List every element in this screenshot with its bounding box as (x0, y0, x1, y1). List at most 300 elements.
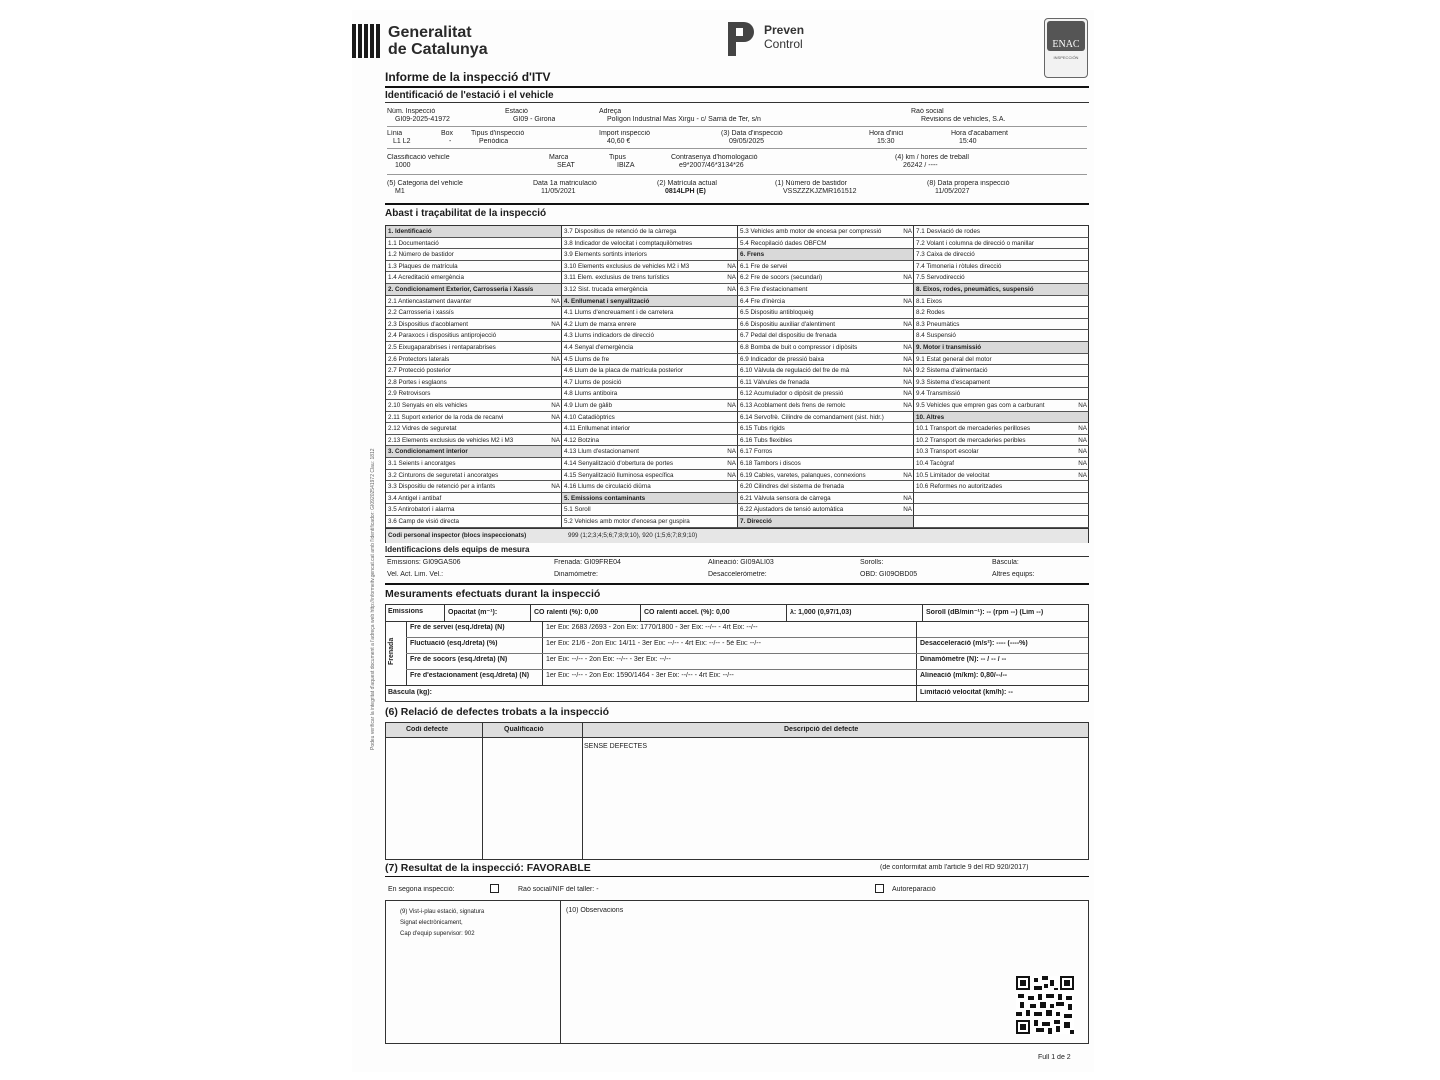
abast-item (386, 319, 562, 331)
abast-item-label: 6.3 Fre d'estacionament (740, 286, 808, 293)
abast-item-na: NA (1078, 402, 1087, 409)
equip-dinamometre: Dinamòmetre: (554, 571, 598, 578)
abast-item-label: 10.1 Transport de mercaderies perilloses (916, 425, 1031, 433)
abast-item-label: 6.21 Vàlvula sensora de càrrega (740, 494, 831, 502)
abast-item (738, 400, 914, 412)
abast-item (738, 388, 914, 400)
section-resultat-title: (7) Resultat de la inspecció: FAVORABLE (385, 862, 591, 874)
abast-item-label: 3.9 Elements sortints interiors (564, 251, 647, 259)
data-matr-value: 11/05/2021 (541, 188, 576, 195)
abast-item (386, 470, 562, 482)
equip-desacc: Desacceleròmetre: (708, 571, 767, 578)
abast-item-label: 2.5 Eixugaparabrises i rentaparabrises (388, 344, 496, 351)
abast-item-label: 4.6 Llum de la placa de matrícula posterior (564, 367, 684, 375)
abast-item-label: 3.2 Cinturons de seguretat i ancoratges (388, 471, 499, 479)
segona-inspeccio-checkbox[interactable] (490, 884, 499, 893)
abast-item-label: 5.3 Vehicles amb motor de encesa per compressió (740, 228, 882, 235)
abast-item (386, 354, 562, 366)
abast-item-label: 10. Altres (916, 413, 945, 421)
abast-item (914, 470, 1089, 482)
abast-item (914, 249, 1089, 261)
abast-item (738, 446, 914, 458)
abast-item-label: 4.7 Llums de posició (564, 378, 622, 386)
num-insp-value: GI09-2025-41972 (395, 116, 450, 123)
abast-item-label: 10.2 Transport de mercaderies peribles (916, 436, 1026, 444)
rao-taller-label: Raó social/NIF del taller: - (518, 886, 599, 893)
abast-item-label: 6.10 Vàlvula de regulació del fre de mà (740, 367, 850, 375)
abast-item-na: NA (727, 286, 736, 293)
abast-item (386, 423, 562, 435)
marca-value: SEAT (557, 162, 575, 169)
abast-item-label: 4. Enllumenat i senyalització (564, 297, 650, 305)
propera-label: (8) Data propera inspecció (927, 180, 1010, 187)
abast-item-na: NA (903, 228, 912, 235)
abast-item-label: 7.5 Servodirecció (916, 274, 965, 282)
socors-label: Fre de socors (esq./dreta) (N) (410, 656, 508, 663)
abast-item-label: 6.19 Cables, varetes, palanques, connexions (740, 471, 866, 479)
section-ident-title: Identificació de l'estació i el vehicle (385, 90, 554, 101)
matricula-label: (2) Matrícula actual (657, 180, 717, 187)
abast-item-label: 10.5 Limitador de velocitat (916, 471, 990, 479)
abast-item (562, 458, 738, 470)
estacio-value: GI09 - Girona (513, 116, 556, 123)
bastidor-label: (1) Número de bastidor (775, 180, 847, 187)
abast-item (386, 388, 562, 400)
estacionament-label: Fre d'estacionament (esq./dreta) (N) (410, 672, 530, 679)
codi-inspector-value: 999 (1;2;3;4;5;6;7;8;9;10), 920 (1;5;6;7;8;9;10) (568, 532, 698, 539)
abast-item-label: 2.10 Senyals en els vehicles (388, 402, 468, 409)
contrasenya-label: Contrasenya d'homologació (671, 154, 758, 161)
abast-item (386, 272, 562, 284)
section-defectes-title: (6) Relació de defectes trobats a la inspecció (385, 706, 610, 718)
abast-item (562, 423, 738, 435)
alineacio-value: Alineació (m/km): 0,80/--/-- (920, 672, 1008, 679)
abast-item (386, 493, 562, 505)
abast-item (914, 493, 1089, 505)
abast-item (562, 412, 738, 424)
abast-item-label: 2.12 Vidres de seguretat (388, 425, 457, 433)
visti-line-1: (9) Vist-i-plau estació, signatura (400, 909, 485, 915)
abast-item (562, 377, 738, 389)
data-insp-label: (3) Data d'inspecció (721, 130, 783, 137)
abast-item-label: 8.3 Pneumàtics (916, 320, 960, 328)
abast-item-label: 8.1 Eixos (916, 297, 942, 305)
abast-item (738, 296, 914, 308)
abast-item-label: 3.3 Dispositiu de retenció per a infants (388, 483, 496, 491)
abast-item (738, 226, 914, 238)
abast-item-label: 6.22 Ajustadors de tensió automàtica (740, 506, 844, 514)
abast-item (386, 446, 562, 458)
qr-code-icon (1016, 976, 1074, 1034)
abast-item (914, 342, 1089, 354)
abast-item-label: 2.7 Protecció posterior (388, 367, 451, 375)
abast-item (738, 481, 914, 493)
abast-item-na: NA (1078, 471, 1087, 479)
abast-item (562, 470, 738, 482)
margin-verification-note: Podeu verificar la integritat d'aquest document a l'adreça web http://informeitv.gencat.cat amb l'identificador: GI09202541972 Clau: 1812 (370, 448, 376, 750)
abast-item-label: 4.14 Senyalització d'obertura de portes (564, 460, 674, 467)
abast-item (386, 296, 562, 308)
abast-item (386, 400, 562, 412)
abast-item-label: 6.20 Cilindres del sistema de frenada (740, 483, 844, 491)
abast-item (738, 330, 914, 342)
abast-item-label: 6.8 Bomba de buit o compressor i dipòsits (740, 344, 858, 351)
abast-item (738, 342, 914, 354)
equip-vel: Vel. Act. Lim. Vel.: (387, 571, 444, 578)
import-value: 40,60 € (607, 138, 631, 145)
abast-item-label: 2.4 Paraxocs i dispositius antiprojecció (388, 332, 497, 340)
hora-inici-value: 15:30 (877, 138, 895, 145)
col-codi-defecte: Codi defecte (406, 726, 449, 733)
abast-item-na: NA (727, 448, 736, 456)
linia-value: L1 L2 (393, 138, 411, 145)
abast-item (562, 307, 738, 319)
abast-item-label: 6.7 Pedal del dispositiu de frenada (740, 332, 837, 340)
abast-item-label: 2.11 Suport exterior de la roda de recanvi (388, 413, 504, 421)
abast-item-label: 7. Direcció (740, 518, 772, 525)
co-ralenti-value: CO ralentí (%): 0,00 (534, 609, 599, 616)
co-accel-value: CO ralentí accel. (%): 0,00 (644, 609, 730, 616)
data-matr-label: Data 1a matriculació (533, 180, 597, 187)
abast-item (738, 261, 914, 273)
ident-fields (387, 108, 1087, 212)
abast-item-label: 2. Condicionament Exterior, Carrosseria i Xassís (388, 286, 534, 293)
abast-item-label: 1.1 Documentació (388, 239, 439, 247)
abast-item (386, 481, 562, 493)
adreca-value: Polígon Industrial Mas Xirgu - c/ Sarrià de Ter, s/n (607, 116, 761, 123)
abast-item-label: 2.13 Elements exclusius de vehicles M2 i M3 (388, 436, 514, 444)
abast-item (914, 296, 1089, 308)
abast-item-label: 7.4 Timoneria i ròtules direcció (916, 262, 1002, 270)
abast-item-na: NA (727, 402, 736, 409)
divider (387, 126, 1087, 127)
adreca-label: Adreça (599, 108, 622, 115)
abast-item-na: NA (727, 460, 736, 467)
abast-item (562, 238, 738, 250)
abast-item (562, 400, 738, 412)
abast-item (562, 365, 738, 377)
abast-item (738, 470, 914, 482)
abast-item-label: 4.9 Llum de gàlib (564, 402, 612, 409)
abast-item-label: 5.1 Soroll (564, 506, 591, 514)
equip-alineacio: Alineació: GI09ALI03 (708, 559, 774, 566)
abast-item (914, 423, 1089, 435)
abast-item (738, 238, 914, 250)
socors-value: 1er Eix: --/-- - 2on Eix: --/-- - 3er Eix: --/-- (546, 656, 671, 663)
abast-item-label: 1. Identificació (388, 228, 432, 235)
abast-item (562, 319, 738, 331)
signatura-box (385, 900, 1089, 1044)
abast-item-label: 6.17 Forros (740, 448, 773, 456)
abast-item-label: 1.4 Acreditació emergència (388, 274, 464, 282)
rao-label: Raó social (911, 108, 944, 115)
box-value: - (449, 138, 452, 145)
divider (385, 102, 1089, 103)
abast-item (562, 272, 738, 284)
abast-item (386, 342, 562, 354)
abast-item (738, 412, 914, 424)
abast-item (562, 261, 738, 273)
preven-line-2: Control (764, 37, 803, 51)
abast-item (914, 516, 1089, 528)
abast-item-label: 5.2 Vehicles amb motor d'encesa per guspira (564, 518, 690, 525)
abast-item-na: NA (551, 355, 560, 363)
divider (387, 148, 1087, 149)
abast-item-label: 3.6 Camp de visió directa (388, 518, 460, 525)
abast-item (738, 365, 914, 377)
abast-item (562, 388, 738, 400)
tipus-insp-value: Periòdica (479, 138, 509, 145)
enac-sub-label: INSPECCIÓN (1053, 55, 1079, 60)
defecte-descripcio: SENSE DEFECTES (584, 743, 648, 750)
abast-item-label: 4.1 Llums d'encreuament i de carretera (564, 309, 674, 317)
abast-item-na: NA (727, 274, 736, 282)
gencat-name (388, 24, 488, 58)
divider (385, 203, 1089, 205)
divider (385, 876, 1089, 877)
abast-item-label: 6.9 Indicador de pressió baixa (740, 355, 825, 363)
abast-item (562, 446, 738, 458)
abast-item (562, 504, 738, 516)
abast-item-label: 2.9 Retrovisors (388, 390, 431, 398)
divider (385, 556, 1089, 557)
abast-item (914, 388, 1089, 400)
abast-item-label: 1.2 Número de bastidor (388, 251, 454, 259)
abast-item (914, 238, 1089, 250)
mesuraments-table (385, 604, 1089, 702)
abast-item (386, 226, 562, 238)
page-number: Full 1 de 2 (1038, 1054, 1071, 1061)
fre-servei-value: 1er Eix: 2683 /2693 - 2on Eix: 1770/1800 - 3er Eix: --/-- - 4rt Eix: --/-- (546, 624, 758, 631)
lambda-value: λ: 1,000 (0,97/1,03) (790, 609, 852, 616)
abast-item-label: 7.1 Desviació de rodes (916, 228, 981, 235)
visti-line-2: Signat electrònicament, (400, 920, 463, 926)
abast-item-na: NA (903, 355, 912, 363)
abast-item-label: 3.12 Sist. trucada emergència (564, 286, 648, 293)
linia-label: Línia (387, 130, 403, 137)
km-label: (4) km / hores de treball (895, 154, 969, 161)
divider (385, 583, 1089, 585)
abast-item-label: 3. Condicionament interior (388, 448, 468, 456)
abast-item-label: 4.2 Llum de marxa enrere (564, 320, 637, 328)
abast-item-label: 9.4 Transmissió (916, 390, 961, 398)
abast-item-label: 4.4 Senyal d'emergència (564, 344, 634, 351)
abast-item-label: 6.6 Dispositiu auxiliar d'alentiment (740, 320, 836, 328)
abast-item-na: NA (903, 402, 912, 409)
abast-item (738, 493, 914, 505)
estacio-label: Estació (505, 108, 528, 115)
abast-item-label: 10.6 Reformes no autoritzades (916, 483, 1003, 491)
abast-item (738, 249, 914, 261)
classif-label: Classificació vehicle (387, 154, 450, 161)
data-insp-value: 09/05/2025 (729, 138, 765, 145)
box-label: Box (441, 130, 454, 137)
visti-plau (400, 907, 484, 940)
abast-item-label: 5. Emissions contaminants (564, 494, 646, 502)
enac-label: ENAC (1052, 39, 1080, 50)
abast-item (738, 423, 914, 435)
abast-item-label: 9.2 Sistema d'alimentació (916, 367, 988, 375)
section-equips-title: Identificacions dels equips de mesura (385, 546, 530, 554)
frenada-label: Frenada (388, 637, 395, 665)
abast-item-label: 3.7 Dispositius de retenció de la càrrega (564, 228, 677, 235)
abast-item-na: NA (551, 436, 560, 444)
abast-item (914, 354, 1089, 366)
equip-altres: Altres equips: (992, 571, 1035, 578)
abast-item (562, 249, 738, 261)
abast-grid (385, 225, 1089, 543)
fluctuacio-label: Fluctuació (esq./dreta) (%) (410, 640, 498, 647)
section-mesuraments-title: Mesuraments efectuats durant la inspecció (385, 588, 601, 600)
abast-item-na: NA (1078, 436, 1087, 444)
propera-value: 11/05/2027 (935, 188, 970, 195)
autoreparacio-checkbox[interactable] (875, 884, 884, 893)
abast-item (386, 249, 562, 261)
km-value: 26242 / ---- (903, 162, 938, 169)
bastidor-value: VSSZZZKJZMR161512 (783, 188, 857, 195)
hora-inici-label: Hora d'inici (869, 130, 904, 137)
abast-item-label: 3.10 Elements exclusius de vehicles M2 i M3 (564, 262, 690, 270)
abast-item-label: 6.5 Dispositiu antibloqueig (740, 309, 814, 317)
preven-name (764, 23, 804, 51)
section-abast-title: Abast i traçabilitat de la inspecció (385, 208, 547, 219)
equip-frenada: Frenada: GI09FRE04 (554, 559, 621, 566)
emissions-label: Emissions (388, 608, 424, 615)
preven-line-1: Preven (764, 23, 805, 37)
abast-item (914, 400, 1089, 412)
abast-item (914, 307, 1089, 319)
abast-item (914, 261, 1089, 273)
abast-item (914, 412, 1089, 424)
defectes-table (385, 722, 1089, 860)
abast-item (738, 307, 914, 319)
fluctuacio-value: 1er Eix: 21/6 - 2on Eix: 14/11 - 3er Eix: --/-- - 4rt Eix: --/-- - 5è Eix: --/-- (546, 640, 761, 647)
equip-bascula: Bàscula: (992, 559, 1019, 566)
abast-item-label: 4.15 Senyalització lluminosa específica (564, 471, 674, 479)
abast-item-na: NA (727, 471, 736, 479)
divider (385, 86, 1089, 88)
equip-emissions: Emissions: GI09GAS06 (387, 559, 461, 566)
abast-item (914, 446, 1089, 458)
abast-item (386, 504, 562, 516)
abast-item (562, 330, 738, 342)
abast-item-na: NA (551, 320, 560, 328)
abast-item-label: 4.3 Llums indicadors de direcció (564, 332, 654, 340)
dinamometre-value: Dinamòmetre (N): -- / -- / -- (920, 656, 1007, 663)
tipus-veh-value: IBIZA (617, 162, 635, 169)
abast-item (914, 226, 1089, 238)
abast-item-label: 6.18 Tambors i discos (740, 460, 801, 467)
abast-item-label: 2.2 Carrosseria i xassís (388, 309, 454, 317)
abast-item (738, 377, 914, 389)
abast-item-label: 3.1 Seients i ancoratges (388, 460, 456, 467)
gencat-line-2: de Catalunya (388, 41, 488, 58)
abast-item-label: 6.13 Acoblament dels frens de remolc (740, 402, 846, 409)
equip-obd: OBD: GI09OBD05 (860, 571, 918, 578)
abast-item (914, 458, 1089, 470)
autoreparacio-label: Autoreparació (892, 886, 936, 893)
abast-item (562, 435, 738, 447)
abast-item (386, 435, 562, 447)
abast-item (386, 365, 562, 377)
abast-item (914, 330, 1089, 342)
abast-item (738, 284, 914, 296)
abast-item-label: 5.4 Recopilació dades OBFCM (740, 239, 827, 247)
num-insp-label: Núm. Inspecció (387, 108, 436, 115)
abast-item (738, 272, 914, 284)
abast-item-na: NA (1078, 425, 1087, 433)
abast-item-label: 3.11 Elem. exclusius de trens turístics (564, 274, 670, 282)
abast-item (562, 481, 738, 493)
gencat-line-1: Generalitat (388, 24, 472, 41)
abast-item (738, 435, 914, 447)
desacceleracio-value: Desacceleració (m/s²): ---- (----%) (920, 640, 1028, 647)
abast-item (562, 226, 738, 238)
categoria-value: M1 (395, 188, 405, 195)
abast-item (386, 377, 562, 389)
abast-item-label: 8.2 Rodes (916, 309, 945, 317)
abast-item-label: 1.3 Plaques de matrícula (388, 262, 458, 270)
abast-item (386, 307, 562, 319)
opacitat-value: Opacitat (m⁻¹): (448, 609, 498, 616)
abast-item-na: NA (903, 378, 912, 386)
abast-item-label: 6.2 Fre de socors (secundari) (740, 274, 823, 282)
soroll-value: Soroll (dB/min⁻¹): -- (rpm --) (Lim --) (926, 609, 1044, 616)
report-title: Informe de la inspecció d'ITV (385, 70, 551, 84)
abast-item (914, 435, 1089, 447)
abast-item-na: NA (551, 483, 560, 491)
abast-item (738, 458, 914, 470)
preven-logo-icon (728, 22, 754, 56)
abast-item-na: NA (903, 367, 912, 375)
abast-item-na: NA (903, 494, 912, 502)
tipus-veh-label: Tipus (609, 154, 626, 161)
observacions-label: (10) Observacions (566, 907, 624, 914)
classif-value: 1000 (395, 162, 411, 169)
abast-item (914, 272, 1089, 284)
abast-item-label: 8.4 Suspensió (916, 332, 956, 340)
hora-acab-value: 15:40 (959, 138, 977, 145)
abast-item-na: NA (551, 413, 560, 421)
abast-item-label: 9.3 Sistema d'escapament (916, 378, 991, 386)
abast-item-label: 2.8 Portes i esglaons (388, 378, 447, 386)
estacionament-value: 1er Eix: --/-- - 2on Eix: 1590/1464 - 3er Eix: --/-- - 4rt Eix: --/-- (546, 672, 734, 679)
abast-item-label: 6. Frens (740, 251, 765, 259)
abast-item-na: NA (903, 344, 912, 351)
abast-item-label: 6.1 Fre de servei (740, 262, 788, 270)
abast-item-label: 2.6 Protectors laterals (388, 355, 450, 363)
hora-acab-label: Hora d'acabament (951, 130, 1008, 137)
abast-item (386, 284, 562, 296)
abast-item (914, 481, 1089, 493)
abast-item (386, 330, 562, 342)
itv-report-page (352, 10, 1094, 1072)
abast-item (914, 319, 1089, 331)
abast-item-label: 7.3 Caixa de direcció (916, 251, 975, 259)
abast-item (738, 504, 914, 516)
normativa-text: (de conformitat amb l'article 9 del RD 920/2017) (880, 864, 1029, 871)
abast-item-label: 3.4 Antigel i antibaf (388, 494, 442, 502)
abast-item-label: 8. Eixos, rodes, pneumàtics, suspensió (916, 286, 1034, 293)
abast-item-na: NA (1078, 460, 1087, 467)
abast-item-label: 4.8 Llums antiboira (564, 390, 618, 398)
abast-item-label: 4.10 Catadiòptrics (564, 413, 615, 421)
col-qualificacio: Qualificació (504, 726, 544, 733)
categoria-label: (5) Categoria del vehicle (387, 180, 463, 187)
enac-logo-icon (1044, 18, 1088, 78)
rao-value: Revisions de vehicles, S.A. (921, 116, 1006, 123)
codi-inspector-label: Codi personal inspector (blocs inspeccionats) (388, 532, 527, 539)
